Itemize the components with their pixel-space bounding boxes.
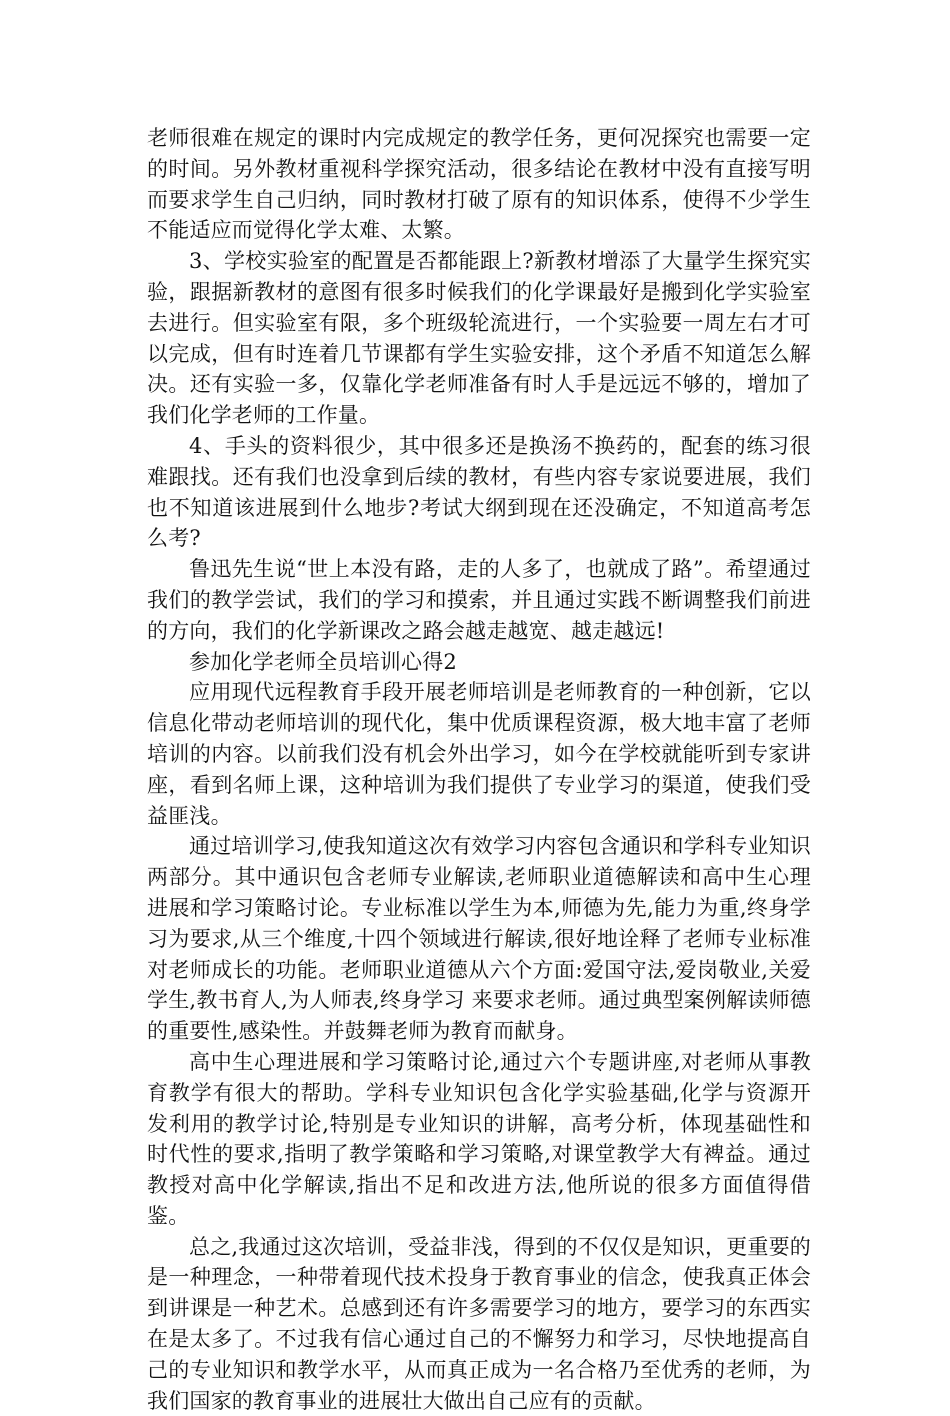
section-heading: 参加化学老师全员培训心得2: [189, 649, 457, 674]
paragraph-continued: 老师很难在规定的课时内完成规定的教学任务，更何况探究也需要一定的时间。另外教材重视科学探究活动，很多结论在教材中没有直接写明而要求学生自己归纳，同时教材打破了原有的知识体系，使得不少学生不能适应而觉得化学太难、太繁。: [147, 126, 811, 243]
paragraph-item-4: 4、手头的资料很少，其中很多还是换汤不换药的，配套的练习很难跟找。还有我们也没拿到后续的教材，有些内容专家说要进展，我们也不知道该进展到什么地步?考试大纲到现在还没确定，不知道高考怎么考?: [147, 433, 811, 551]
paragraph-remote-education: 应用现代远程教育手段开展老师培训是老师教育的一种创新，它以信息化带动老师培训的现代化，集中优质课程资源，极大地丰富了老师培训的内容。以前我们没有机会外出学习，如今在学校就能听到专家讲座，看到名师上课，这种培训为我们提供了专业学习的渠道，使我们受益匪浅。: [147, 680, 811, 828]
paragraph-psychology: 高中生心理进展和学习策略讨论,通过六个专题讲座,对老师从事教育教学有很大的帮助。学科专业知识包含化学实验基础,化学与资源开发利用的教学讨论,特别是专业知识的讲解，高考分析，体现基础性和时代性的要求,指明了教学策略和学习策略,对课堂教学大有裨益。通过教授对高中化学解读,指出不足和改进方法,他所说的很多方面值得借鉴。: [147, 1049, 811, 1228]
paragraph-training-content: 通过培训学习,使我知道这次有效学习内容包含通识和学科专业知识两部分。其中通识包含老师专业解读,老师职业道德解读和高中生心理进展和学习策略讨论。专业标准以学生为本,师德为先,能力为重,终身学习为要求,从三个维度,十四个领域进行解读,很好地诠释了老师专业标准对老师成长的功能。老师职业道德从六个方面:爱国守法,爱岗敬业,关爱学生,教书育人,为人师表,终身学习 来要求老师。通过典型案例解读师德的重要性,感染性。并鼓舞老师为教育而献身。: [147, 834, 811, 1044]
paragraph-luxun-quote: 鲁迅先生说“世上本没有路，走的人多了，也就成了路”。希望通过我们的教学尝试，我们的学习和摸索，并且通过实践不断调整我们前进的方向，我们的化学新课改之路会越走越宽、越走越远!: [147, 557, 811, 643]
paragraph-item-3: 3、学校实验室的配置是否都能跟上?新教材增添了大量学生探究实验，跟据新教材的意图有很多时候我们的化学课最好是搬到化学实验室去进行。但实验室有限，多个班级轮流进行，一个实验要一周左右才可以完成，但有时连着几节课都有学生实验安排，这个矛盾不知道怎么解决。还有实验一多，仅靠化学老师准备有时人手是远远不够的，增加了我们化学老师的工作量。: [147, 249, 811, 428]
paragraph-conclusion: 总之,我通过这次培训，受益非浅，得到的不仅仅是知识，更重要的是一种理念，一种带着现代技术投身于教育事业的信念，使我真正体会到讲课是一种艺术。总感到还有许多需要学习的地方，要学习的东西实在是太多了。不过我有信心通过自己的不懈努力和学习，尽快地提高自己的专业知识和教学水平，从而真正成为一名合格乃至优秀的老师，为我们国家的教育事业的进展壮大做出自己应有的贡献。: [147, 1234, 811, 1413]
document-body: [147, 123, 811, 1416]
